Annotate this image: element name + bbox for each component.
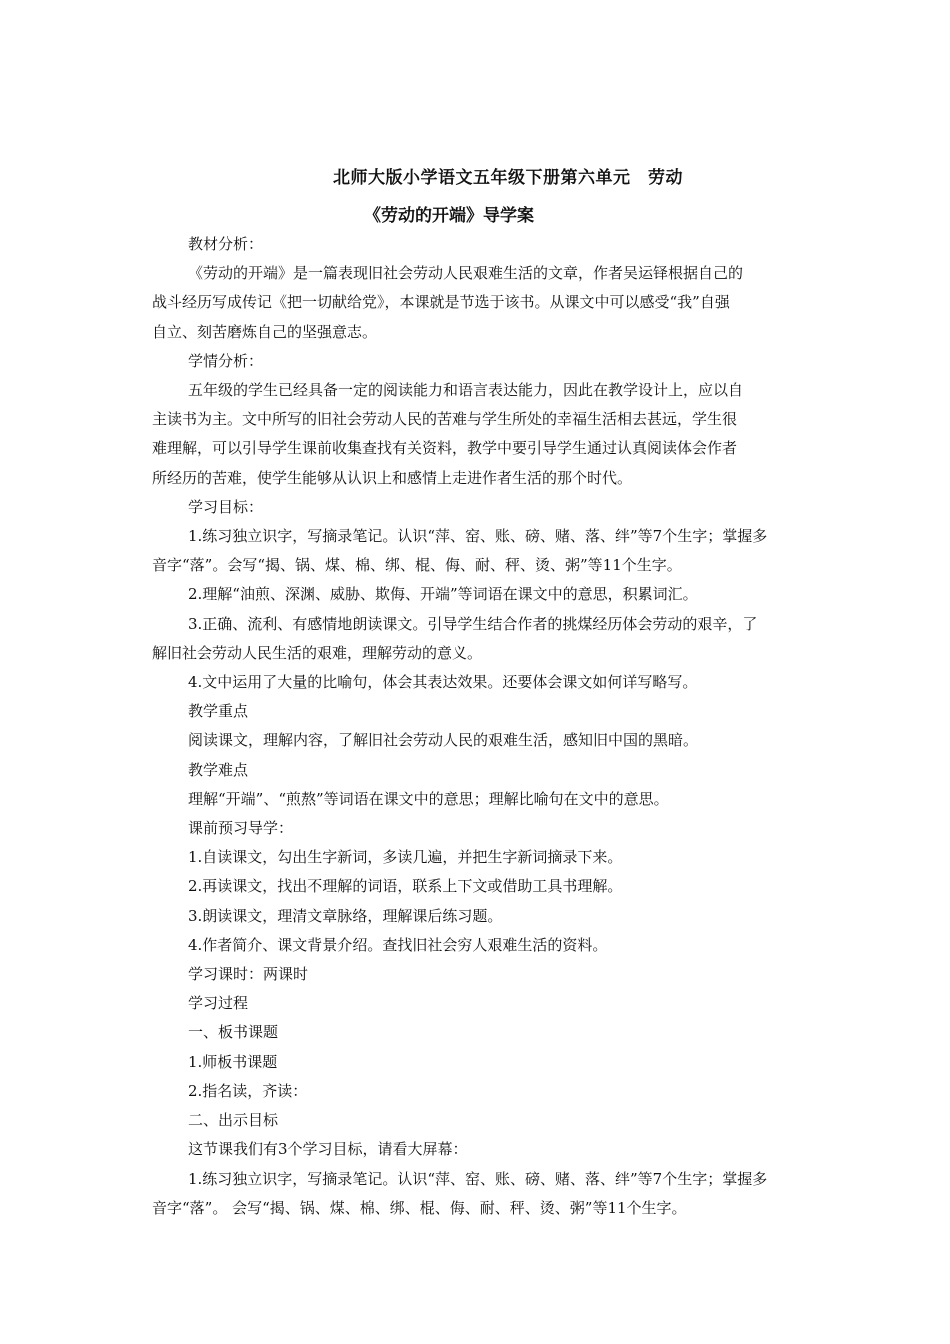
text-line: 1.练习独立识字，写摘录笔记。认识“萍、窑、账、磅、赌、落、绊”等7个生字；掌握多 xyxy=(188,527,768,546)
text-line: 主读书为主。文中所写的旧社会劳动人民的苦难与学生所处的幸福生活相去甚远，学生很 xyxy=(152,410,738,429)
text-line: 自立、刻苦磨炼自己的坚强意志。 xyxy=(152,322,378,341)
text-line: 2.再读课文，找出不理解的词语，联系上下文或借助工具书理解。 xyxy=(188,877,623,896)
text-line: 4.文中运用了大量的比喻句，体会其表达效果。还要体会课文如何详写略写。 xyxy=(188,673,698,692)
text-line: 1.自读课文，勾出生字新词，多读几遍，并把生字新词摘录下来。 xyxy=(188,848,623,867)
text-line: 3.朗读课文，理清文章脉络，理解课后练习题。 xyxy=(188,906,503,925)
text-line: 学习过程 xyxy=(188,994,249,1013)
text-line: 二、出示目标 xyxy=(188,1111,279,1130)
text-line: 难理解，可以引导学生课前收集查找有关资料，教学中要引导学生通过认真阅读体会作者 xyxy=(152,439,738,458)
text-line: 3.正确、流利、有感情地朗读课文。引导学生结合作者的挑煤经历体会劳动的艰辛，了 xyxy=(188,614,758,633)
text-line: 教学难点 xyxy=(188,760,249,779)
text-line: 学习目标： xyxy=(188,497,264,516)
text-line: 解旧社会劳动人民生活的艰难，理解劳动的意义。 xyxy=(152,643,483,662)
document-body xyxy=(152,230,800,1223)
text-line: 音字“落”。 会写“揭、锅、煤、棉、绑、棍、侮、耐、秤、烫、粥”等11个生字。 xyxy=(152,1198,687,1217)
text-line: 2.理解“油煎、深渊、威胁、欺侮、开端”等词语在课文中的意思，积累词汇。 xyxy=(188,585,698,604)
text-line: 《劳动的开端》是一篇表现旧社会劳动人民艰难生活的文章，作者吴运铎根据自己的 xyxy=(188,264,744,283)
text-line: 1.练习独立识字，写摘录笔记。认识“萍、窑、账、磅、赌、落、绊”等7个生字；掌握多 xyxy=(188,1169,768,1188)
document-title: 北师大版小学语文五年级下册第六单元 劳动 xyxy=(333,168,683,188)
text-line: 五年级的学生已经具备一定的阅读能力和语言表达能力，因此在教学设计上，应以自 xyxy=(188,381,744,400)
text-line: 教材分析： xyxy=(188,235,264,253)
text-line: 1.师板书课题 xyxy=(188,1052,278,1071)
text-line: 战斗经历写成传记《把一切献给党》，本课就是节选于该书。从课文中可以感受“我”自强 xyxy=(152,293,730,312)
text-line: 这节课我们有3个学习目标，请看大屏幕： xyxy=(188,1140,468,1159)
text-line: 所经历的苦难，使学生能够从认识上和感情上走进作者生活的那个时代。 xyxy=(152,468,633,487)
text-line: 4.作者简介、课文背景介绍。查找旧社会穷人艰难生活的资料。 xyxy=(188,935,608,954)
text-line: 理解“开端”、“煎熬”等词语在课文中的意思；理解比喻句在文中的意思。 xyxy=(188,789,669,808)
text-line: 学情分析： xyxy=(188,351,264,370)
text-line: 2.指名读，齐读： xyxy=(188,1081,308,1100)
text-line: 课前预习导学： xyxy=(188,819,294,838)
text-line: 音字“落”。会写“揭、锅、煤、棉、绑、棍、侮、耐、秤、烫、粥”等11个生字。 xyxy=(152,556,682,575)
text-line: 教学重点 xyxy=(188,702,249,721)
text-line: 学习课时：两课时 xyxy=(188,965,309,984)
document-subtitle: 《劳动的开端》导学案 xyxy=(364,206,534,226)
text-line: 阅读课文，理解内容，了解旧社会劳动人民的艰难生活，感知旧中国的黑暗。 xyxy=(188,731,699,750)
text-line: 一、板书课题 xyxy=(188,1023,279,1042)
